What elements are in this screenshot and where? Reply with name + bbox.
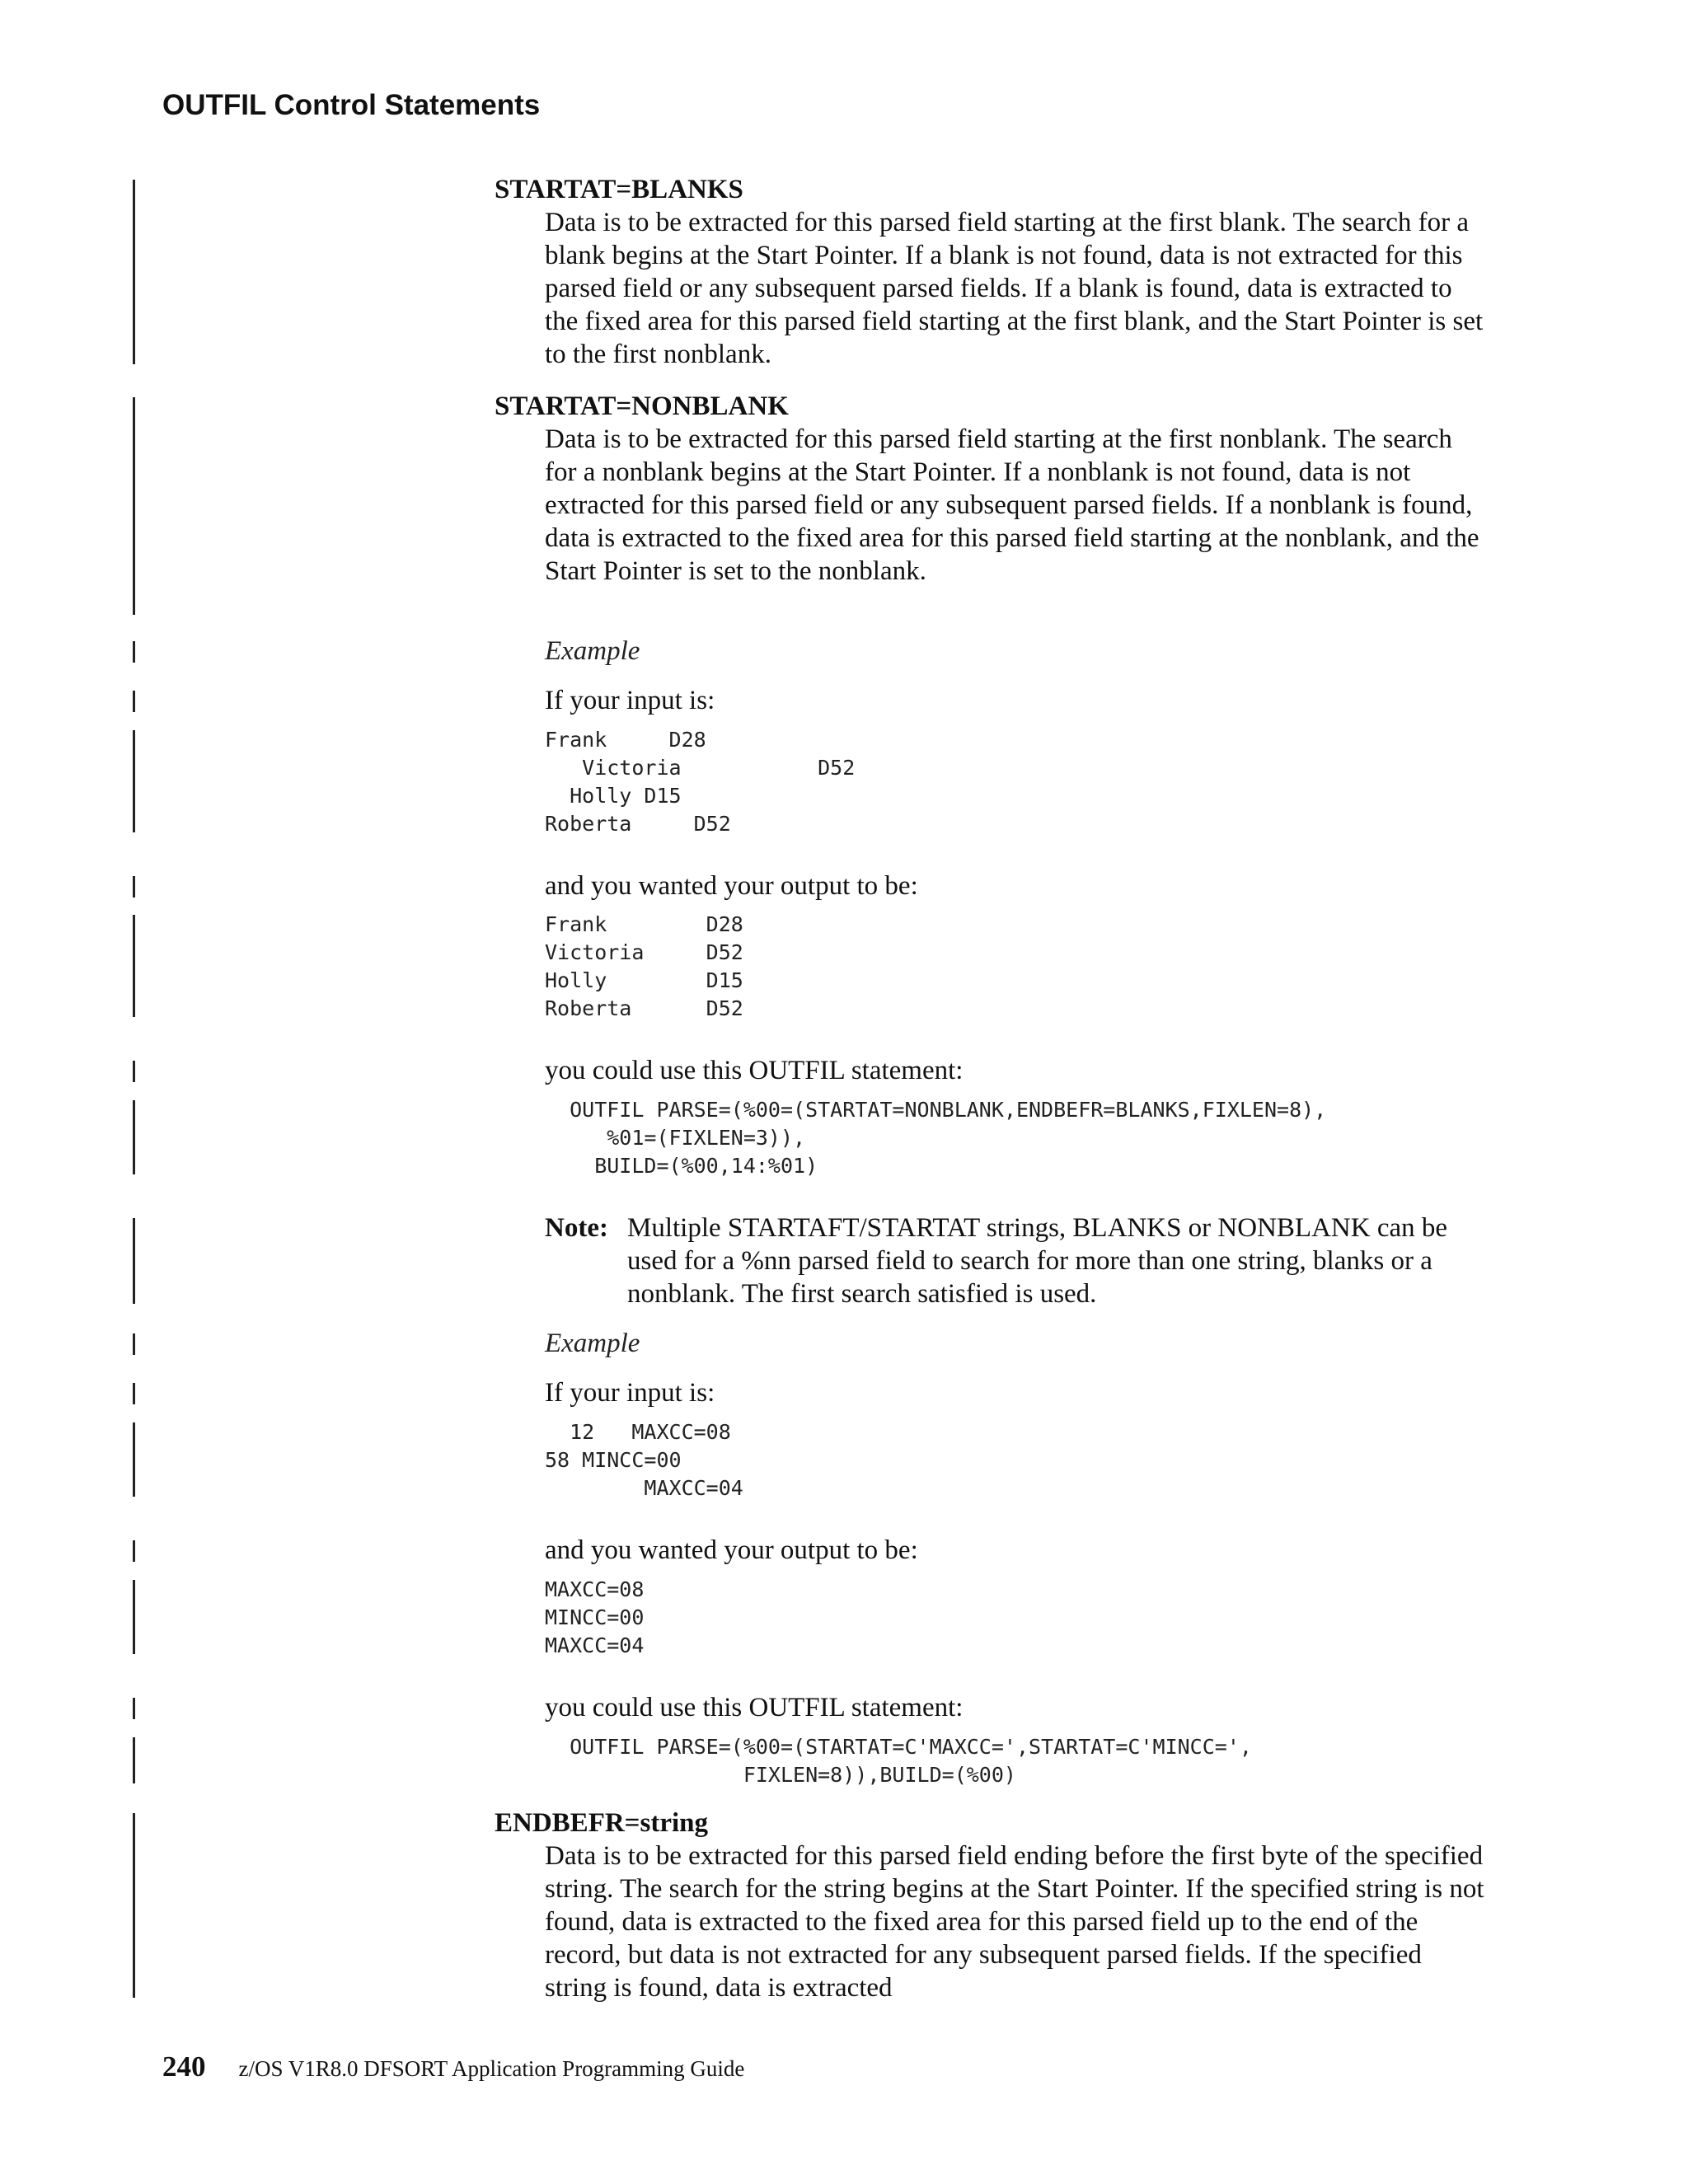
example-input-code: Frank D28 Victoria D52 Holly D15 Roberta D52 [545,728,856,836]
example-statement-code: OUTFIL PARSE=(%00=(STARTAT=C'MAXCC=',STARTAT=C'MINCC=', FIXLEN=8)),BUILD=(%00) [570,1735,1252,1787]
revision-bar [133,730,135,832]
example-heading: Example [545,636,640,666]
definition-startat-blanks: Data is to be extracted for this parsed field starting at the first blank. The search for a blank begins at the Start Pointer. If a blank is not found, data is not extracted for this parsed field or any subsequent parsed fields. If a blank is found, data is extracted to the fixed area for this parsed field starting at the first blank, and the Start Pointer is set to the first nonblank. [545,208,1484,369]
revision-bar [133,1383,135,1404]
term-endbefr-string: ENDBEFR=string [495,1808,708,1838]
revision-bar [133,1422,135,1497]
example-heading: Example [545,1329,640,1358]
book-title: z/OS V1R8.0 DFSORT Application Programming Guide [238,2056,745,2081]
example-input-intro: If your input is: [545,686,715,715]
definition-startat-nonblank: Data is to be extracted for this parsed field starting at the first nonblank. The search for a nonblank begins at the Start Pointer. If a nonblank is not found, data is not extracted for this parsed field or any subsequent parsed fields. If a nonblank is found, data is extracted to the fixed area for this parsed field starting at the nonblank, and the Start Pointer is set to the nonblank. [545,424,1479,586]
revision-bar [133,1333,135,1355]
revision-bar [133,641,135,663]
revision-bar [133,915,135,1017]
note [545,1212,1484,1310]
revision-bar [133,1580,135,1654]
revision-bar [133,1540,135,1562]
note-text: Multiple STARTAFT/STARTAT strings, BLANKS or NONBLANK can be used for a %nn parsed field to search for more than one string, blanks or a nonblank. The first search satisfied is used. [627,1213,1448,1309]
example-output-code: MAXCC=08 MINCC=00 MAXCC=04 [545,1577,645,1657]
revision-bar [133,691,135,712]
revision-bar [133,397,135,615]
example-output-code: Frank D28 Victoria D52 Holly D15 Roberta D52 [545,912,743,1020]
definition-endbefr-string: Data is to be extracted for this parsed field ending before the first byte of the specified string. The search for the string begins at the Start Pointer. If the specified string is not found, data is extracted to the fixed area for this parsed field up to the end of the record, but data is not extracted for any subsequent parsed fields. If the specified string is found, data is extracted [545,1841,1484,2003]
term-startat-blanks: STARTAT=BLANKS [495,175,743,204]
example-output-intro: and you wanted your output to be: [545,871,918,901]
revision-bar [133,180,135,364]
revision-bar [133,876,135,898]
page-footer [162,2050,744,2083]
page-number: 240 [162,2050,206,2083]
running-head: OUTFIL Control Statements [162,89,541,121]
note-label: Note: [545,1213,608,1243]
example-output-intro: and you wanted your output to be: [545,1535,918,1565]
revision-bar [133,1813,135,1998]
revision-bar [133,1061,135,1082]
example-statement-intro: you could use this OUTFIL statement: [545,1056,964,1085]
example-statement-intro: you could use this OUTFIL statement: [545,1693,964,1722]
term-startat-nonblank: STARTAT=NONBLANK [495,391,789,421]
revision-bar [133,1737,135,1783]
revision-bar [133,1100,135,1174]
example-input-intro: If your input is: [545,1378,715,1408]
example-statement-code: OUTFIL PARSE=(%00=(STARTAT=NONBLANK,ENDBEFR=BLANKS,FIXLEN=8), %01=(FIXLEN=3)), BUILD=(%00,14:%01) [570,1098,1327,1178]
example-input-code: 12 MAXCC=08 58 MINCC=00 MAXCC=04 [545,1420,743,1500]
revision-bar [133,1218,135,1304]
revision-bar [133,1698,135,1719]
